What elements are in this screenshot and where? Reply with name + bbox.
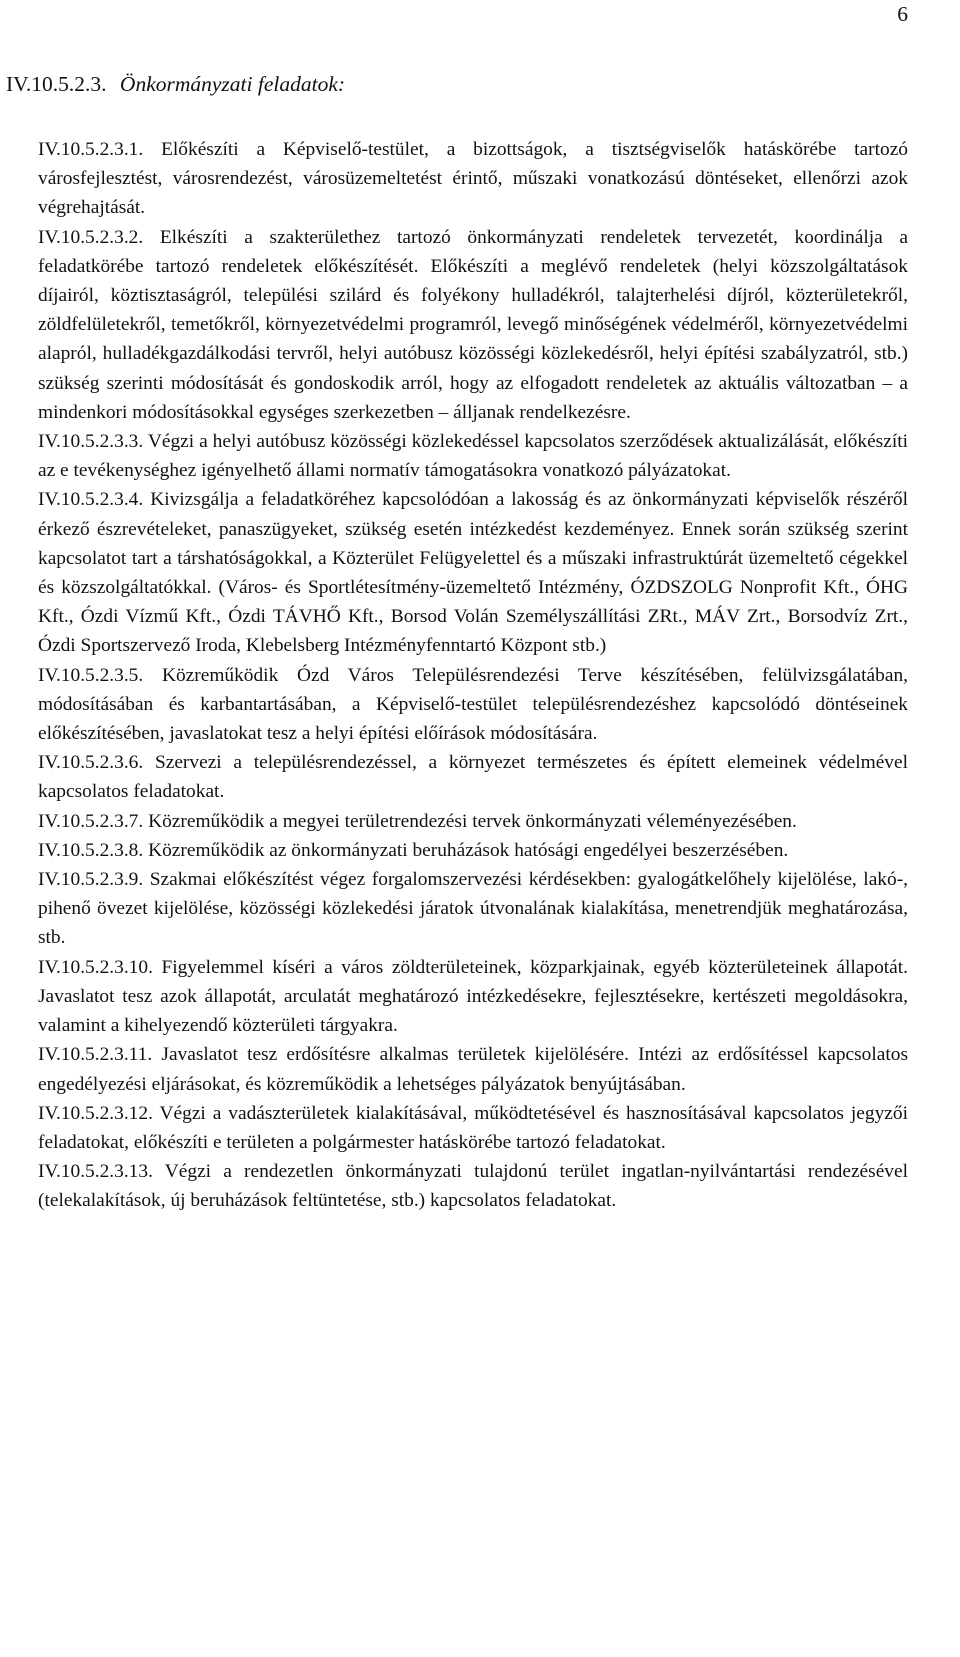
section-heading (6, 72, 345, 97)
paragraph (38, 1157, 908, 1215)
paragraph-number: IV.10.5.2.3.9. (38, 869, 144, 891)
paragraph-text: Előkészíti a Képviselő-testület, a bizottságok, a tisztségviselők hatáskörébe tartozó városfejlesztést, városrendezést, városüzemeltetést érintő, műszaki vonatkozású döntéseket, ellenőrzi azok végrehajtását. (38, 139, 908, 219)
paragraph-number: IV.10.5.2.3.7. (38, 810, 144, 832)
paragraph-text: Közreműködik Ózd Város Településrendezési Terve készítésében, felülvizsgálatában, módosításában és karbantartásában, a Képviselő-testület településrendezéshez kapcsolódó döntéseinek előkészítésében, javaslatokat tesz a helyi építési előírások módosítására. (38, 664, 908, 745)
paragraph-text: Figyelemmel kíséri a város zöldterületeinek, közparkjainak, egyéb közterületeinek állapotát. Javaslatot tesz azok állapotát, arculatát meghatározó intézkedésekre, fejlesztésekre, kertészeti megoldásokra, valamint a kihelyezendő közterületi tárgyakra. (38, 956, 909, 1037)
paragraph-text: Végzi a vadászterületek kialakításával, működtetésével és hasznosításával kapcsolatos jegyzői feladatokat, előkészíti e területen a polgármester hatáskörébe tartozó feladatokat. (38, 1102, 908, 1153)
paragraph (38, 1040, 908, 1098)
paragraph-text: Kivizsgálja a feladatköréhez kapcsolódóan a lakosság és az önkormányzati képviselők részéről érkező észrevételeket, panaszügyeket, szükség esetén intézkedést kezdeményez. Ennek során szükség szerint kapcsolatot tart a társhatóságokkal, a Közterület Felügyelettel és a műszaki infrastruktúrát üzemeltető cégekkel és közszolgáltatókkal. (Város- és Sportlétesítmény-üzemeltető Intézmény, ÓZDSZOLG Nonprofit Kft., ÓHG Kft., Ózdi Vízmű Kft., Ózdi TÁVHŐ Kft., Borsod Volán Személyszállítási ZRt., MÁV Zrt., Borsodvíz Zrt., Ózdi Sportszervező Iroda, Klebelsberg Intézményfenntartó Központ stb.) (38, 489, 908, 657)
paragraph-number: IV.10.5.2.3.12. (38, 1102, 153, 1124)
paragraph (38, 485, 908, 660)
paragraph-number: IV.10.5.2.3.13. (38, 1161, 153, 1183)
paragraph (38, 427, 908, 485)
paragraph-number: IV.10.5.2.3.2. (38, 226, 144, 248)
paragraph-number: IV.10.5.2.3.10. (38, 956, 153, 978)
section-number: IV.10.5.2.3. (6, 72, 107, 96)
paragraph-text: Szervezi a településrendezéssel, a környezet természetes és épített elemeinek védelmével kapcsolatos feladatokat. (38, 752, 908, 803)
paragraph-number: IV.10.5.2.3.3. (38, 431, 144, 453)
paragraph-number: IV.10.5.2.3.6. (38, 752, 144, 774)
paragraph (38, 223, 908, 427)
paragraph-number: IV.10.5.2.3.8. (38, 839, 144, 861)
paragraph (38, 748, 908, 806)
paragraph-number: IV.10.5.2.3.11. (38, 1044, 153, 1066)
section-title: Önkormányzati feladatok: (119, 72, 346, 96)
paragraph-text: Szakmai előkészítést végez forgalomszervezési kérdésekben: gyalogátkelőhely kijelölése, lakó-, pihenő övezet kijelölése, közösségi közlekedési járatok útvonalának kialakítása, menetrendjük meghatározása, stb. (38, 869, 908, 949)
paragraph (38, 953, 908, 1041)
paragraph-text: Elkészíti a szakterülethez tartozó önkormányzati rendeletek tervezetét, koordinálja a feladatkörébe tartozó rendeletek előkészítését. Előkészíti a meglévő rendeletek (helyi közszolgáltatások díjairól, köztisztaságról, települési szilárd és folyékony hulladékról, talajterhelési díjról, közterületekről, zöldfelületekről, temetőkről, környezetvédelmi programról, levegő minőségének védelméről, környezetvédelmi alapról, hulladékgazdálkodási tervről, helyi autóbusz közösségi közlekedésről, helyi építési szabályzatról, stb.) szükség szerinti módosítását és gondoskodik arról, hogy az elfogadott rendeletek az aktuális változatban – a mindenkori módosításokkal egységes szerkezetben – álljanak rendelkezésre. (38, 226, 908, 423)
paragraph-number: IV.10.5.2.3.5. (38, 664, 144, 686)
document-body (38, 135, 908, 1216)
paragraph-text: Közreműködik az önkormányzati beruházások hatósági engedélyei beszerzésében. (148, 839, 789, 861)
page-number: 6 (897, 2, 908, 26)
paragraph (38, 865, 908, 953)
paragraph-text: Végzi a helyi autóbusz közösségi közlekedéssel kapcsolatos szerződések aktualizálását, előkészíti az e tevékenységhez igényelhető állami normatív támogatásokra vonatkozó pályázatokat. (38, 431, 908, 482)
paragraph (38, 836, 908, 865)
paragraph-number: IV.10.5.2.3.1. (38, 139, 144, 160)
paragraph-text: Javaslatot tesz erdősítésre alkalmas területek kijelölésére. Intézi az erdősítéssel kapcsolatos engedélyezési eljárásokat, és közreműködik a lehetséges pályázatok benyújtásában. (38, 1044, 908, 1095)
paragraph-number: IV.10.5.2.3.4. (38, 489, 144, 511)
paragraph (38, 1099, 908, 1157)
paragraph (38, 661, 908, 749)
paragraph-text: Közreműködik a megyei területrendezési tervek önkormányzati véleményezésében. (148, 810, 797, 832)
paragraph (38, 807, 908, 836)
paragraph-text: Végzi a rendezetlen önkormányzati tulajdonú terület ingatlan-nyilvántartási rendezésével (telekalakítások, új beruházások feltüntetése, stb.) kapcsolatos feladatokat. (38, 1161, 909, 1212)
paragraph (38, 135, 908, 223)
